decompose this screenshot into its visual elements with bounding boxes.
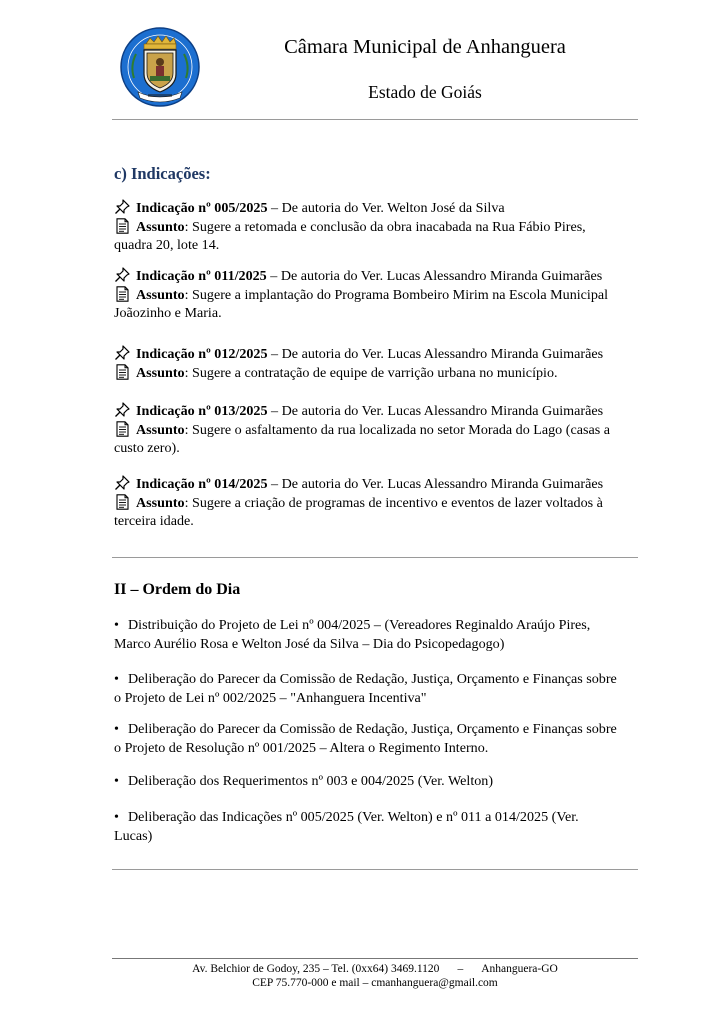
ordem-item-text-continued: Lucas)	[114, 827, 153, 844]
ordem-do-dia-item	[114, 772, 640, 791]
page-header	[112, 26, 638, 120]
subject-text: : Sugere a contratação de equipe de varrição urbana no município.	[184, 364, 558, 381]
subject-text: : Sugere a implantação do Programa Bombeiro Mirim na Escola Municipal	[184, 286, 609, 303]
subject-label: Assunto	[136, 421, 185, 438]
subject-text: : Sugere o asfaltamento da rua localizada no setor Morada do Lago (casas a	[184, 421, 610, 438]
indicacao-code: Indicação nº 012/2025	[136, 346, 268, 362]
document-icon	[114, 364, 131, 380]
footer-address-line	[112, 962, 638, 976]
indicacao-subject	[114, 286, 634, 305]
ordem-item-line	[114, 670, 640, 689]
subject-label: Assunto	[136, 494, 185, 511]
ordem-item-text-continued: o Projeto de Resolução nº 001/2025 – Altera o Regimento Interno.	[114, 739, 489, 756]
ordem-item-text: Deliberação das Indicações nº 005/2025 (Ver. Welton) e nº 011 a 014/2025 (Ver.	[128, 809, 579, 825]
municipal-coat-of-arms-icon	[120, 26, 200, 108]
pushpin-icon	[114, 475, 131, 491]
indicacao-entry	[114, 199, 634, 255]
indicacao-header	[114, 402, 634, 421]
ordem-item-text: Deliberação do Parecer da Comissão de Redação, Justiça, Orçamento e Finanças sobre	[128, 721, 617, 737]
ordem-item-line	[114, 616, 640, 635]
page-footer	[112, 962, 638, 990]
subject-label: Assunto	[136, 364, 185, 381]
footer-contact: CEP 75.770-000 e mail – cmanhanguera@gmail.com	[252, 977, 498, 989]
chamber-name: Câmara Municipal de Anhanguera	[284, 36, 566, 58]
pushpin-icon	[114, 345, 131, 361]
ordem-item-text-continued: o Projeto de Lei nº 002/2025 – "Anhanguera Incentiva"	[114, 689, 427, 706]
indicacao-author: – De autoria do Ver. Lucas Alessandro Miranda Guimarães	[267, 403, 604, 419]
indicacao-author: – De autoria do Ver. Welton José da Silva	[267, 200, 505, 216]
subject-label: Assunto	[136, 218, 185, 235]
document-icon	[114, 494, 131, 510]
section-divider	[112, 557, 638, 558]
document-icon	[114, 421, 131, 437]
section-ordem-do-dia-title: II – Ordem do Dia	[114, 581, 241, 598]
content-end-divider	[112, 869, 638, 870]
bullet: •	[114, 721, 119, 737]
indicacao-code: Indicação nº 013/2025	[136, 403, 268, 419]
subject-text-continued: terceira idade.	[114, 513, 194, 529]
ordem-item-line	[114, 772, 640, 791]
indicacao-header	[114, 475, 634, 494]
section-indicacoes-title: c) Indicações:	[114, 164, 211, 183]
subject-text-continued: Joãozinho e Maria.	[114, 305, 222, 321]
pushpin-icon	[114, 402, 131, 418]
indicacao-author: – De autoria do Ver. Lucas Alessandro Miranda Guimarães	[267, 476, 604, 492]
document-icon	[114, 218, 131, 234]
header-divider	[112, 119, 638, 120]
ordem-item-text: Deliberação dos Requerimentos nº 003 e 004/2025 (Ver. Welton)	[128, 773, 494, 789]
footer-dash: –	[457, 963, 464, 975]
ordem-do-dia-item	[114, 670, 640, 707]
indicacao-code: Indicação nº 011/2025	[136, 268, 267, 284]
subject-text: : Sugere a retomada e conclusão da obra inacabada na Rua Fábio Pires,	[184, 218, 586, 235]
ordem-do-dia-item	[114, 616, 640, 653]
ordem-item-line	[114, 808, 640, 827]
indicacao-author: – De autoria do Ver. Lucas Alessandro Miranda Guimarães	[267, 346, 604, 362]
document-icon	[114, 286, 131, 302]
ordem-item-text: Deliberação do Parecer da Comissão de Redação, Justiça, Orçamento e Finanças sobre	[128, 671, 617, 687]
footer-city: Anhanguera-GO	[481, 963, 558, 975]
indicacao-subject	[114, 494, 634, 513]
indicacao-subject	[114, 218, 634, 237]
indicacao-entry	[114, 345, 634, 382]
indicacao-author: – De autoria do Ver. Lucas Alessandro Miranda Guimarães	[266, 268, 603, 284]
indicacao-entry	[114, 267, 634, 323]
subject-label: Assunto	[136, 286, 185, 303]
ordem-item-line	[114, 720, 640, 739]
ordem-item-text: Distribuição do Projeto de Lei nº 004/2025 – (Vereadores Reginaldo Araújo Pires,	[128, 617, 591, 633]
indicacao-header	[114, 199, 634, 218]
subject-text-continued: custo zero).	[114, 440, 180, 456]
ordem-do-dia-item	[114, 808, 640, 845]
ordem-item-text-continued: Marco Aurélio Rosa e Welton José da Silva – Dia do Psicopedagogo)	[114, 635, 505, 652]
state-name: Estado de Goiás	[368, 82, 482, 102]
bullet: •	[114, 671, 119, 687]
bullet: •	[114, 809, 119, 825]
footer-divider	[112, 958, 638, 959]
pushpin-icon	[114, 199, 131, 215]
bullet: •	[114, 617, 119, 633]
indicacao-header	[114, 267, 634, 286]
indicacao-header	[114, 345, 634, 364]
ordem-do-dia-item	[114, 720, 640, 757]
indicacao-subject	[114, 364, 634, 383]
indicacao-code: Indicação nº 005/2025	[136, 200, 268, 216]
pushpin-icon	[114, 267, 131, 283]
indicacao-subject	[114, 421, 634, 440]
subject-text: : Sugere a criação de programas de incentivo e eventos de lazer voltados à	[184, 494, 603, 511]
indicacao-entry	[114, 475, 634, 531]
indicacao-code: Indicação nº 014/2025	[136, 476, 268, 492]
footer-address: Av. Belchior de Godoy, 235 – Tel. (0xx64) 3469.1120	[192, 963, 440, 975]
indicacao-entry	[114, 402, 634, 458]
subject-text-continued: quadra 20, lote 14.	[114, 237, 220, 253]
bullet: •	[114, 773, 119, 789]
